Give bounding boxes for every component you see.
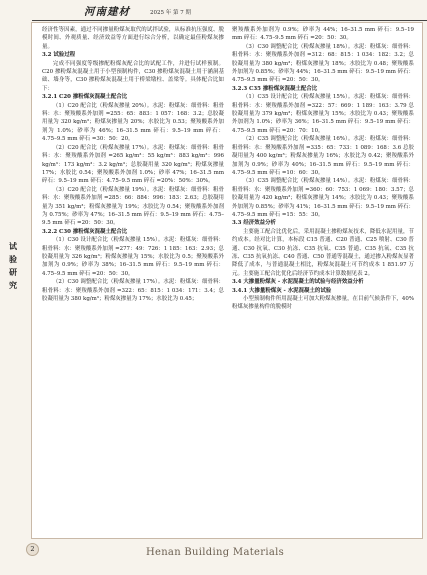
paragraph: （2）C35 调整配合比（粉煤灰掺量 16%）。水泥：粉煤灰：细骨料：粗骨料：水：聚羧酸系外加剂 =335：65：733：1 089：168：3.6 总胶凝用量为 400 kg/m³；粉煤灰掺量为 16%；水胶比为 0.42；聚羧酸系外加剂为 0.9%；砂率为 40%；16–31.5 mm 碎石：9.5–19 mm 碎石：4.75–9.5 mm 碎石 =10：60：30。	[232, 136, 414, 176]
section-heading: 3.2 试验过程	[42, 52, 76, 59]
section-heading: 3.3 经济效益分析	[232, 220, 276, 227]
section-label: 试验研究	[9, 241, 17, 290]
sidebar	[0, 0, 30, 575]
section-heading: 3.2.3 C35 掺粉煤灰混凝土配合比	[232, 85, 318, 92]
paragraph: （3）C35 调整配合比（粉煤灰掺量 14%）。水泥：粉煤灰：细骨料：粗骨料：水：聚羧酸系外加剂 =360：60：753：1 069：180：3.57；总胶凝用量为 420 kg/m³；粉煤灰掺量为 14%；水胶比为 0.43；聚羧酸系外加剂为 0.85%；砂率为 41%；16–31.5 mm 碎石：9.5–19 mm 碎石：4.75–9.5 mm 碎石 =15：55：30。	[232, 178, 414, 218]
article-page	[31, 22, 423, 539]
magazine-title: 河南建材	[84, 6, 130, 18]
section-heading: 3.2.2 C30 掺粉煤灰混凝土配合比	[42, 228, 128, 235]
paragraph: （1）C35 设计配合比（粉煤灰掺量 15%）。水泥：粉煤灰：细骨料：粗骨料：水：聚羧酸系外加剂 =322：57：669：1 189：163：3.79 总胶凝用量为 379 kg/m³；粉煤灰掺量为 15%；水胶比为 0.43；聚羧酸系外加剂为 1.0%；砂率为 36%；16–31.5 mm 碎石：9.5–19 mm 碎石：4.75–9.5 mm 碎石 =20：70：10。	[232, 94, 414, 134]
left-column	[42, 26, 224, 303]
section-heading: 3.4.1 大掺量粉煤灰 - 水泥混凝土的试验	[232, 287, 332, 294]
paragraph: 聚羧酸系外加剂为 0.9%；砂率为 44%；16–31.5 mm 碎石：9.5–19 mm 碎石：4.75–9.5 mm 碎石 =20：50：30。	[232, 27, 414, 42]
paragraph: （3）C20 配合比（粉煤灰掺量 19%）。水泥：粉煤灰：细骨料：粗骨料：水：聚羧酸系外加剂 =285：66：884：996：183：2.63；总胶凝用量为 351 kg/m³；粉煤灰掺量为 19%；水胶比为 0.54；聚羧酸系外加剂为 0.75%；砂率为 47%；16–31.5 mm 碎石：9.5–19 mm 碎石：4.75–9.5 mm 碎石 =20：50：30。	[42, 186, 224, 227]
paragraph: 主要施工配合比优化后，采用混凝土掺粉煤灰技术，降低水泥用量，节约成本。经对比计算，本标段 C15 普通、C20 普通、C25 喷射、C30 普通、C30 抗氧、C30 抗冻、C35 抗氧、C35 普通、C35 抗氧、C35 抗冻、C35 抗氧抗冻、C40 普通、C50 普通等混凝土，通过掺入粉煤灰显著降低了成本，与普通混凝土相比，粉煤灰混凝土可节约成本 1 851.97 万元。主要施工配合比优化后经济节约成本计算数据见表 2。	[232, 228, 414, 277]
section-heading: 3.4 大掺量粉煤灰 - 水泥混凝土的试验与经济效益分析	[232, 279, 364, 286]
journal-english-name: Henan Building Materials	[145, 547, 285, 558]
paragraph: （2）C20 配合比（粉煤灰掺量 17%）。水泥：粉煤灰：细骨料：粗骨料：水：聚羧酸系外加剂 =265 kg/m³：55 kg/m³：883 kg/m³：996 kg/m³：173 kg/m³：3.2 kg/m³；总胶凝用量 320 kg/m³；粉煤灰掺量 17%；水胶比 0.54；聚羧酸系外加剂 1.0%；砂率 47%；16–31.5 mm 碎石：9.5–19 mm 碎石：4.75–9.5 mm 碎石 =20%：50%：30%。	[42, 144, 224, 185]
paragraph: （3）C30 调整配合比（粉煤灰掺量 18%）。水泥：粉煤灰：细骨料：粗骨料：水：聚羧酸系外加剂 =312：68：815：1 034：182：3.2；总胶凝用量为 380 kg/m³；粉煤灰掺量为 18%；水胶比为 0.48；聚羧酸系外加剂为 0.85%；砂率为 44%；16–31.5 mm 碎石：9.5–19 mm 碎石：4.75–9.5 mm 碎石 =20：50：30。	[232, 43, 414, 84]
page-header	[32, 6, 427, 21]
page-number: 2	[26, 543, 39, 556]
issue-label: 2025 年 第 7 期	[150, 10, 191, 16]
paragraph: （2）C30 调整配合比（粉煤灰掺量 17%）。水泥：粉煤灰：细骨料：粗骨料：水：聚羧酸系外加剂 =322：65：815：1 034：171：3.4；总胶凝用量为 380 kg/m³；粉煤灰掺量为 17%；水胶比为 0.45；	[42, 279, 224, 302]
paragraph: （1）C30 设计配合比（粉煤灰掺量 15%）。水泥：粉煤灰：细骨料：粗骨料：水：聚羧酸系外加剂 =277：49：726：1 185：163：2.93；总胶凝用量为 326 kg/m³；粉煤灰掺量为 15%；水胶比为 0.5；聚羧酸系外加剂为 0.9%；砂率为 38%；16–31.5 mm 碎石：9.5–19 mm 碎石：4.75–9.5 mm 碎石 =20：50：30。	[42, 237, 224, 277]
section-heading: 3.2.1 C20 掺粉煤灰混凝土配合比	[42, 94, 128, 101]
paragraph: 完成不同强度等级掺配粉煤灰配合比的试配工作，并进行试样预制。C20 掺粉煤灰混凝土用于小型预制构件，C30 掺粉煤灰混凝土用于涵洞基础、墙身等，C30 掺粉煤灰混凝土用于桥梁墩柱、盖梁等。具体配合比如下：	[42, 60, 224, 92]
paragraph: 小型预制构件所用混凝土可加大粉煤灰掺量，在目前气候条件下，40% 粉煤灰掺量构件的脱模时	[232, 296, 414, 311]
right-column	[232, 26, 414, 312]
paragraph: （1）C20 配合比（粉煤灰掺量 20%）。水泥：粉煤灰：细骨料：粗骨料：水：聚羧酸系外加剂 =255：65：883：1 057：168：3.2；总胶凝用量为 320 kg/m³；粉煤灰掺量为 20%；水胶比为 0.53；聚羧酸系外加剂为 1.0%；砂率为 46%；16–31.5 mm 碎石：9.5–19 mm 碎石：4.75–9.5 mm 碎石 =30：50：20。	[42, 102, 224, 143]
paragraph: 经济性等因素，通过不同掺量粉煤灰取代的试拌试验，从标准抗压强度、脱模时间、外观质量、经济效益等方面进行综合分析，以确定最佳粉煤灰掺量。	[42, 27, 224, 50]
